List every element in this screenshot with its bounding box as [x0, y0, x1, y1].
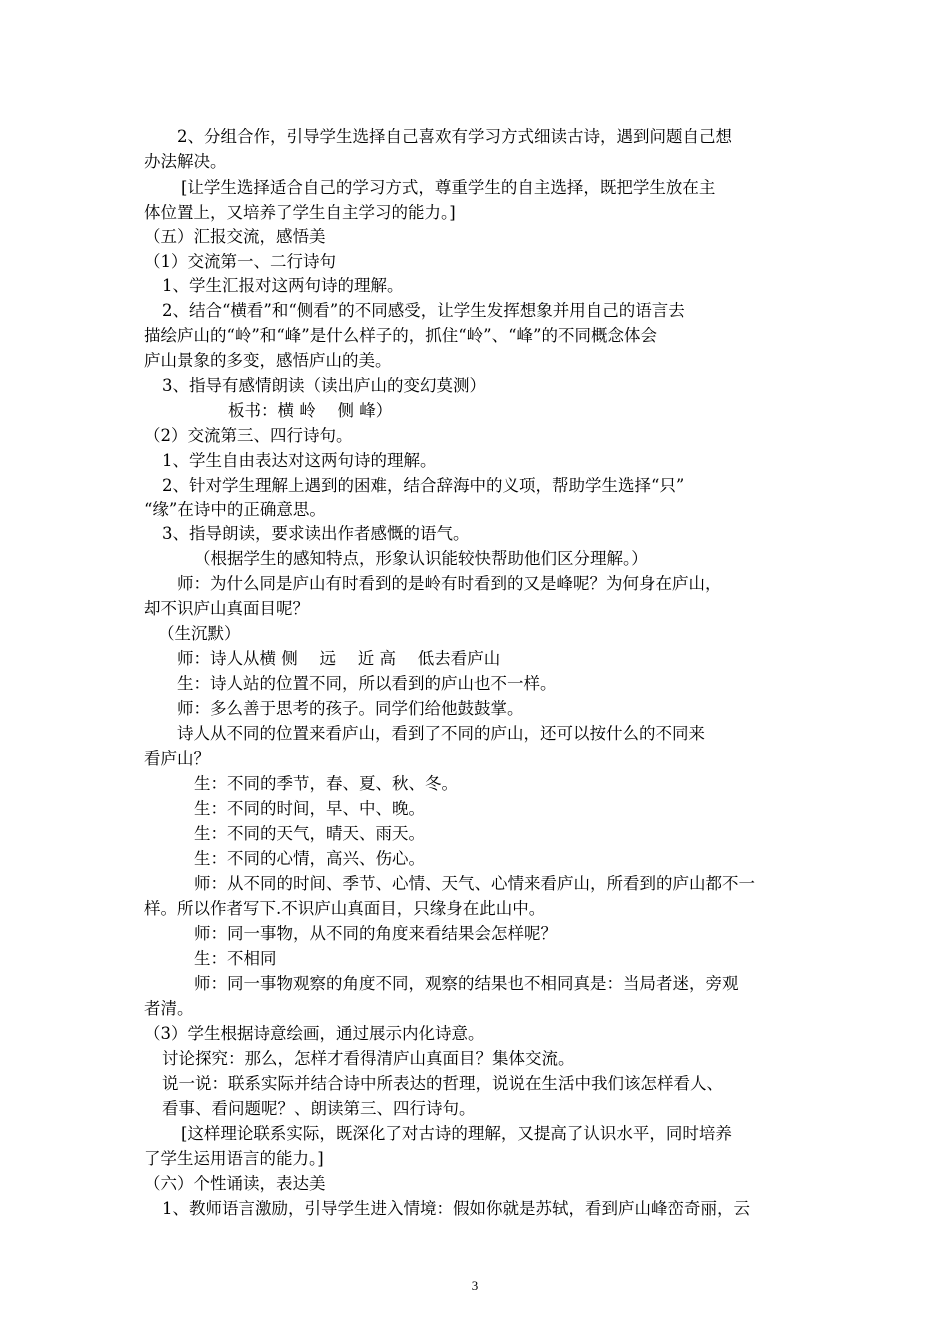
- text-line: 师：从不同的时间、季节、心情、天气、心情来看庐山，所看到的庐山都不一: [194, 874, 755, 893]
- section-heading: （五）汇报交流，感悟美: [144, 227, 326, 246]
- text-line: 师：为什么同是庐山有时看到的是岭有时看到的又是峰呢？为何身在庐山，: [177, 574, 722, 593]
- text-line: 了学生运用语言的能力。]: [144, 1149, 324, 1168]
- text-line: 说一说：联系实际并结合诗中所表达的哲理，说说在生活中我们该怎样看人、: [162, 1074, 723, 1093]
- text-line: 生：不同的天气，晴天、雨天。: [194, 824, 425, 843]
- text-line: 庐山景象的多变，感悟庐山的美。: [144, 351, 392, 370]
- text-line: 2、结合“横看”和“侧看”的不同感受，让学生发挥想象并用自己的语言去: [162, 301, 685, 320]
- text-line: 却不识庐山真面目呢？: [144, 599, 309, 618]
- text-line: 师：多么善于思考的孩子。同学们给他鼓鼓掌。: [177, 699, 524, 718]
- text-line: 诗人从不同的位置来看庐山，看到了不同的庐山，还可以按什么的不同来: [177, 724, 705, 743]
- subsection-heading: （1）交流第一、二行诗句: [144, 252, 336, 271]
- text-line: 生：不同的心情，高兴、伤心。: [194, 849, 425, 868]
- text-line: 2、针对学生理解上遇到的困难，结合辞海中的义项，帮助学生选择“只”: [162, 476, 685, 495]
- text-line: 3、指导朗读，要求读出作者感慨的语气。: [162, 524, 470, 543]
- text-line: 1、学生汇报对这两句诗的理解。: [162, 276, 404, 295]
- text-line: 生：不相同: [194, 949, 277, 968]
- text-line: 者清。: [144, 999, 194, 1018]
- text-line: 看庐山？: [144, 749, 210, 768]
- text-line: 1、学生自由表达对这两句诗的理解。: [162, 451, 437, 470]
- text-line: 看事、看问题呢？、朗读第三、四行诗句。: [162, 1099, 476, 1118]
- text-line: 师：同一事物，从不同的角度来看结果会怎样呢？: [194, 924, 557, 943]
- text-line: 生：不同的季节，春、夏、秋、冬。: [194, 774, 458, 793]
- text-line: 样。所以作者写下.不识庐山真面目，只缘身在此山中。: [144, 899, 546, 918]
- text-line: 1、教师语言激励，引导学生进入情境：假如你就是苏轼，看到庐山峰峦奇丽，云: [162, 1199, 750, 1218]
- text-line: 讨论探究：那么，怎样才看得清庐山真面目？集体交流。: [162, 1049, 575, 1068]
- text-line: 师：诗人从横 侧 远 近 高 低去看庐山: [177, 649, 501, 668]
- text-line: 生：不同的时间，早、中、晚。: [194, 799, 425, 818]
- text-line: [让学生选择适合自己的学习方式，尊重学生的自主选择，既把学生放在主: [181, 178, 716, 197]
- section-heading: （六）个性诵读，表达美: [144, 1174, 326, 1193]
- subsection-heading: （2）交流第三、四行诗句。: [144, 426, 353, 445]
- text-line: 体位置上，又培养了学生自主学习的能力。]: [144, 203, 456, 222]
- text-line: 师：同一事物观察的角度不同，观察的结果也不相同真是：当局者迷，旁观: [194, 974, 739, 993]
- text-line: 办法解决。: [144, 152, 227, 171]
- text-line: 描绘庐山的“岭”和“峰”是什么样子的，抓住“岭”、“峰”的不同概念体会: [144, 326, 657, 345]
- board-writing: 板书：横 岭 侧 峰）: [228, 401, 393, 420]
- text-line: 2、分组合作，引导学生选择自己喜欢有学习方式细读古诗，遇到问题自己想: [177, 127, 732, 146]
- text-line: （根据学生的感知特点，形象认识能较快帮助他们区分理解。）: [194, 549, 648, 568]
- text-line: “缘”在诗中的正确意思。: [144, 500, 326, 519]
- text-line: [这样理论联系实际，既深化了对古诗的理解，又提高了认识水平，同时培养: [181, 1124, 732, 1143]
- text-line: （生沉默）: [158, 624, 241, 643]
- text-line: 生：诗人站的位置不同，所以看到的庐山也不一样。: [177, 674, 557, 693]
- text-line: 3、指导有感情朗读（读出庐山的变幻莫测）: [162, 376, 486, 395]
- page-number: 3: [471, 1278, 479, 1293]
- subsection-heading: （3）学生根据诗意绘画，通过展示内化诗意。: [144, 1024, 485, 1043]
